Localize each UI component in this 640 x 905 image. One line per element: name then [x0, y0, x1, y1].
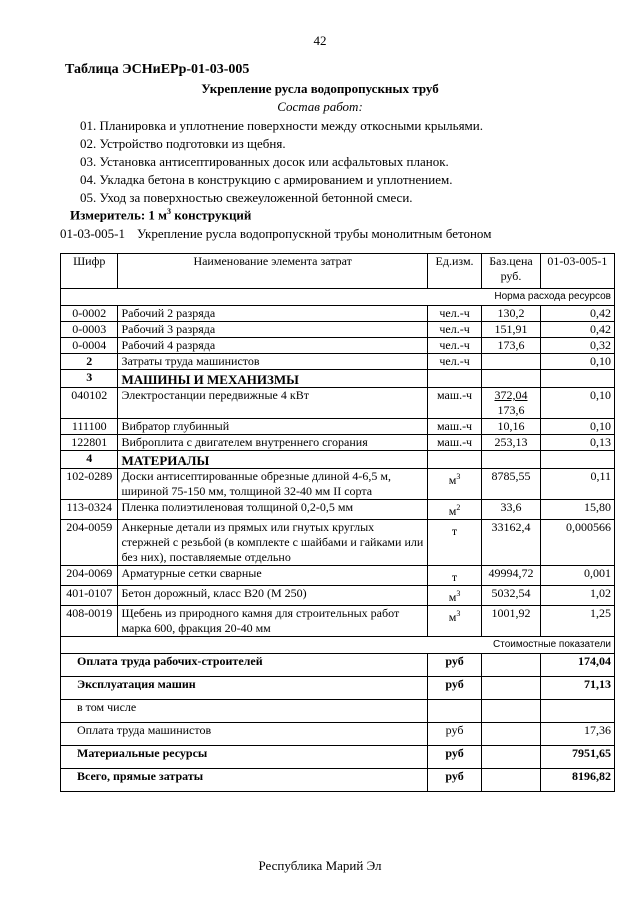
row-unit: чел.-ч [427, 338, 481, 354]
row-name: Вибратор глубинный [118, 419, 427, 435]
row-unit: т [427, 520, 481, 566]
table-row [61, 469, 615, 500]
header-column: 01-03-005-1 [540, 254, 614, 289]
row-price-main: 372,04 [494, 388, 528, 402]
row-name: Пленка полиэтиленовая толщиной 0,2-0,5 мм [118, 500, 427, 520]
work-item: 01. Планировка и уплотнение поверхности между откосными крыльями. [80, 118, 483, 133]
summary-unit: руб [427, 654, 481, 677]
section-row-machines [61, 370, 615, 388]
table-row [61, 388, 615, 419]
row-code: 204-0069 [61, 566, 118, 586]
measure-unit: Измеритель: 1 $м^3$ конструкций [70, 207, 252, 223]
table-row [61, 306, 615, 322]
header-code: Шифр [61, 254, 118, 289]
row-unit: чел.-ч [427, 354, 481, 370]
summary-value: 8196,82 [540, 769, 614, 792]
row-value: 1,25 [540, 606, 614, 637]
row-unit: $м^2$ [427, 500, 481, 520]
summary-value: 174,04 [540, 654, 614, 677]
row-code: 401-0107 [61, 586, 118, 606]
row-name: Бетон дорожный, класс В20 (М 250) [118, 586, 427, 606]
summary-unit: руб [427, 723, 481, 746]
row-code: 113-0324 [61, 500, 118, 520]
summary-row [61, 654, 615, 677]
row-price [482, 354, 541, 370]
row-price: 49994,72 [482, 566, 541, 586]
row-price: 33162,4 [482, 520, 541, 566]
summary-unit [427, 700, 481, 723]
row-name: Виброплита с двигателем внутреннего сгорания [118, 435, 427, 451]
summary-unit: руб [427, 746, 481, 769]
row-name: Затраты труда машинистов [118, 354, 427, 370]
summary-label: Оплата труда машинистов [61, 723, 428, 746]
table-row [61, 435, 615, 451]
row-unit: маш.-ч [427, 419, 481, 435]
summary-value [540, 700, 614, 723]
summary-label: в том числе [61, 700, 428, 723]
norm-row [61, 289, 615, 306]
cost-label: Стоимостные показатели [61, 637, 615, 654]
row-code: 204-0059 [61, 520, 118, 566]
row-value: 0,10 [540, 388, 614, 419]
header-unit: Ед.изм. [427, 254, 481, 289]
summary-label: Материальные ресурсы [61, 746, 428, 769]
row-code: 2 [61, 354, 118, 370]
row-value: 0,10 [540, 419, 614, 435]
summary-unit: руб [427, 769, 481, 792]
table-row [61, 566, 615, 586]
summary-unit: руб [427, 677, 481, 700]
cost-row [61, 637, 615, 654]
row-code: 0-0004 [61, 338, 118, 354]
row-name: Рабочий 4 разряда [118, 338, 427, 354]
row-price: 5032,54 [482, 586, 541, 606]
table-row [61, 606, 615, 637]
table-row [61, 500, 615, 520]
row-name: Электростанции передвижные 4 кВт [118, 388, 427, 419]
summary-label: Оплата труда рабочих-строителей [61, 654, 428, 677]
summary-row [61, 677, 615, 700]
work-item: 02. Устройство подготовки из щебня. [80, 136, 286, 151]
row-unit: $м^3$ [427, 586, 481, 606]
row-price: 10,16 [482, 419, 541, 435]
resource-table [60, 253, 615, 792]
row-value: 0,42 [540, 322, 614, 338]
row-unit: чел.-ч [427, 322, 481, 338]
summary-row [61, 723, 615, 746]
row-name: Арматурные сетки сварные [118, 566, 427, 586]
row-price: 151,91 [482, 322, 541, 338]
header-name: Наименование элемента затрат [118, 254, 427, 289]
table-subtitle [60, 226, 491, 242]
row-value: 0,13 [540, 435, 614, 451]
summary-value: 17,36 [540, 723, 614, 746]
section-code: 3 [61, 370, 118, 388]
row-price: 1001,92 [482, 606, 541, 637]
table-subtitle-code: 01-03-005-1 [60, 226, 125, 241]
row-unit: $м^3$ [427, 606, 481, 637]
row-unit: чел.-ч [427, 306, 481, 322]
row-code: 0-0003 [61, 322, 118, 338]
row-price: 173,6 [482, 338, 541, 354]
summary-value: 7951,65 [540, 746, 614, 769]
row-code: 040102 [61, 388, 118, 419]
work-item: 03. Установка антисептированных досок или асфальтовых планок. [80, 154, 449, 169]
section-title: МАТЕРИАЛЫ [118, 451, 427, 469]
row-value: 0,32 [540, 338, 614, 354]
works-subtitle: Состав работ: [277, 99, 363, 114]
row-value: 0,001 [540, 566, 614, 586]
row-name: Рабочий 2 разряда [118, 306, 427, 322]
section-code: 4 [61, 451, 118, 469]
table-header-row [61, 254, 615, 289]
row-unit: маш.-ч [427, 435, 481, 451]
norm-label: Норма расхода ресурсов [61, 289, 615, 306]
row-value: 0,10 [540, 354, 614, 370]
row-code: 111100 [61, 419, 118, 435]
row-value: 1,02 [540, 586, 614, 606]
section-title: МАШИНЫ И МЕХАНИЗМЫ [118, 370, 427, 388]
row-price: 253,13 [482, 435, 541, 451]
row-unit: т [427, 566, 481, 586]
row-code: 408-0019 [61, 606, 118, 637]
document-title: Укрепление русла водопропускных труб [201, 81, 439, 96]
row-price [482, 388, 541, 419]
page-number: 42 [313, 33, 327, 48]
work-item: 04. Укладка бетона в конструкцию с армированием и уплотнением. [80, 172, 453, 187]
row-code: 102-0289 [61, 469, 118, 500]
summary-row [61, 769, 615, 792]
table-row [61, 338, 615, 354]
machinists-row [61, 354, 615, 370]
footer-region: Республика Марий Эл [258, 858, 382, 873]
work-item: 05. Уход за поверхностью свежеуложенной бетонной смеси. [80, 190, 413, 205]
row-value: 0,42 [540, 306, 614, 322]
row-name: Щебень из природного камня для строительных работ марка 600, фракция 20-40 мм [118, 606, 427, 637]
row-unit: маш.-ч [427, 388, 481, 419]
summary-value: 71,13 [540, 677, 614, 700]
row-code: 122801 [61, 435, 118, 451]
row-price: 33,6 [482, 500, 541, 520]
summary-row [61, 700, 615, 723]
summary-label: Эксплуатация машин [61, 677, 428, 700]
row-unit: $м^3$ [427, 469, 481, 500]
table-row [61, 322, 615, 338]
row-name: Анкерные детали из прямых или гнутых круглых стержней с резьбой (в комплекте с шайбами и гайками или без них), поставляемые отдельно [118, 520, 427, 566]
table-row [61, 586, 615, 606]
row-value: 0,11 [540, 469, 614, 500]
row-price-second: 173,6 [497, 403, 525, 417]
table-subtitle-text: Укрепление русла водопропускной трубы монолитным бетоном [137, 226, 492, 241]
row-price: 130,2 [482, 306, 541, 322]
row-name: Рабочий 3 разряда [118, 322, 427, 338]
row-price: 8785,55 [482, 469, 541, 500]
summary-row [61, 746, 615, 769]
row-value: 0,000566 [540, 520, 614, 566]
table-row [61, 520, 615, 566]
table-row [61, 419, 615, 435]
row-value: 15,80 [540, 500, 614, 520]
table-name: Таблица ЭСНиЕРр-01-03-005 [65, 62, 250, 77]
section-row-materials [61, 451, 615, 469]
header-price: Баз.цена руб. [482, 254, 541, 289]
row-name: Доски антисептированные обрезные длиной 4-6,5 м, шириной 75-150 мм, толщиной 32-40 мм II сорта [118, 469, 427, 500]
summary-label: Всего, прямые затраты [61, 769, 428, 792]
row-code: 0-0002 [61, 306, 118, 322]
